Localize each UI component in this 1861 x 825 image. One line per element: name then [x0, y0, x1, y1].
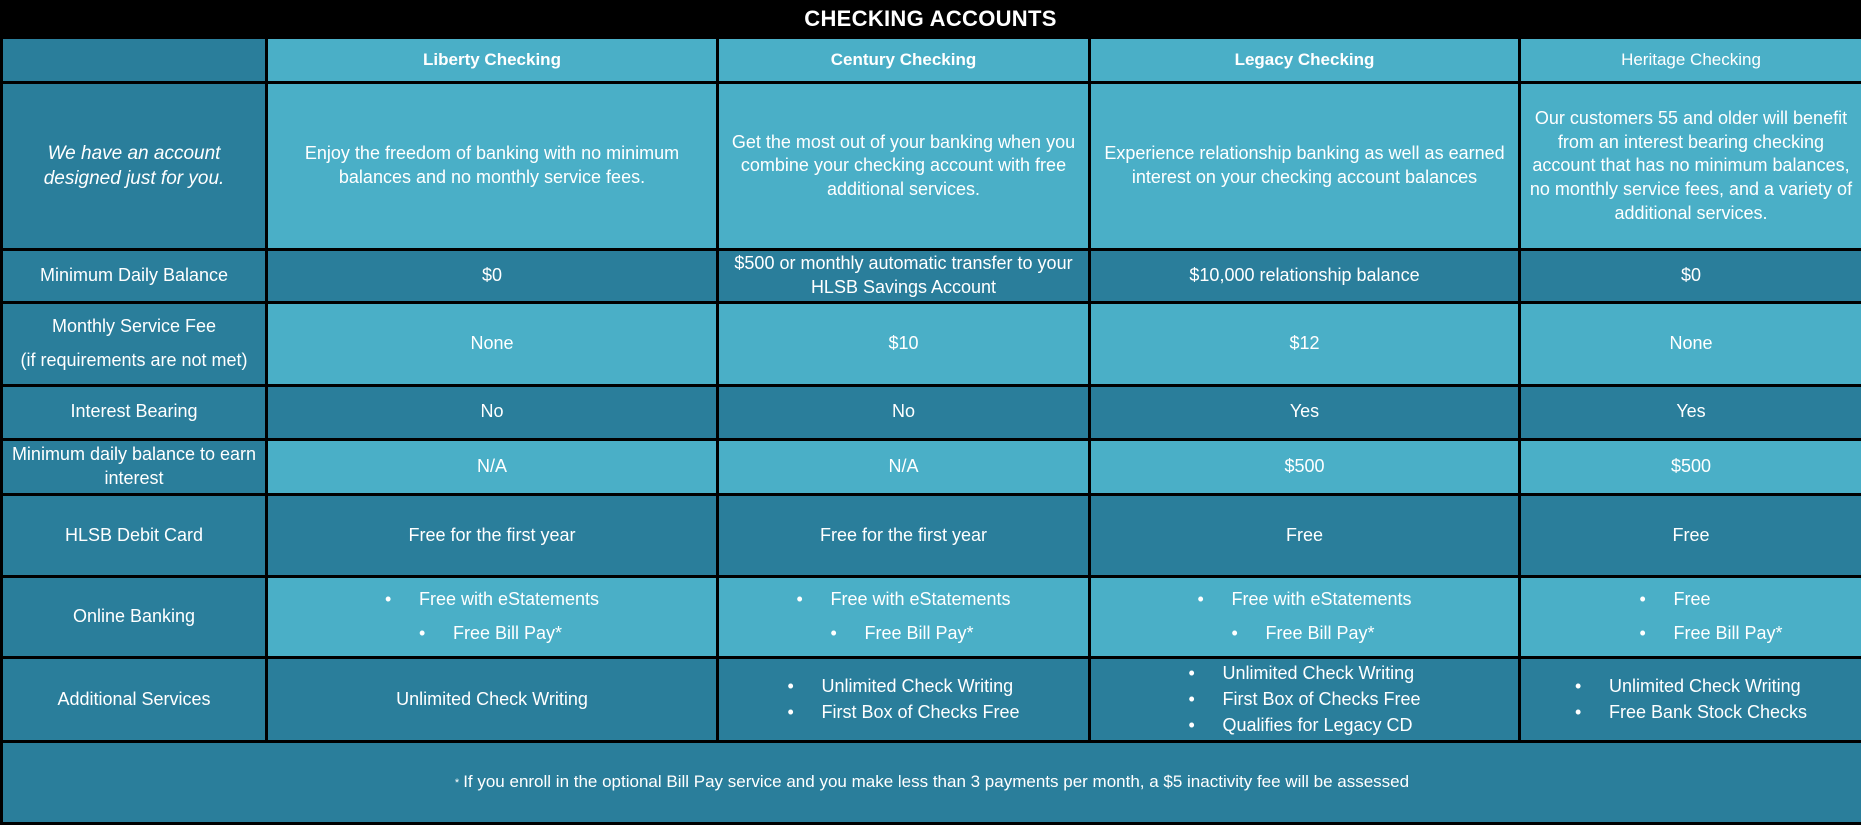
- service-fee-label-line2: (if requirements are not met): [20, 350, 248, 371]
- header-row: [3, 39, 1861, 81]
- online-banking-liberty: [268, 578, 716, 657]
- additional-services-label: Additional Services: [3, 659, 265, 740]
- service-fee-century: $10: [719, 304, 1088, 384]
- column-header-legacy: Legacy Checking: [1091, 39, 1518, 81]
- additional-legacy: [1091, 659, 1518, 740]
- bullet-list: [1197, 578, 1411, 656]
- header-corner: [3, 39, 265, 81]
- footnote-star: *: [454, 776, 460, 789]
- bullet-list: [1575, 673, 1807, 727]
- comparison-table: [0, 36, 1861, 825]
- min-balance-label: Minimum Daily Balance: [3, 251, 265, 301]
- bullet-list: [787, 673, 1019, 727]
- min-interest-legacy: $500: [1091, 441, 1518, 493]
- min-balance-liberty: $0: [268, 251, 716, 301]
- bullet-item: • Free Bill Pay*: [830, 622, 1010, 646]
- bullet-item: • Qualifies for Legacy CD: [1188, 714, 1420, 738]
- footnote-row: [3, 743, 1861, 822]
- column-header-century: Century Checking: [719, 39, 1088, 81]
- debit-card-liberty: Free for the first year: [268, 496, 716, 575]
- bullet-item: • Unlimited Check Writing: [787, 675, 1019, 699]
- debit-card-century: Free for the first year: [719, 496, 1088, 575]
- intro-century: Get the most out of your banking when you combine your checking account with free additional services.: [719, 84, 1088, 248]
- min-balance-row: [3, 251, 1861, 301]
- bullet-list: [796, 578, 1010, 656]
- online-banking-label: Online Banking: [3, 578, 265, 657]
- additional-services-row: [3, 659, 1861, 740]
- min-interest-heritage: $500: [1521, 441, 1861, 493]
- interest-century: No: [719, 387, 1088, 437]
- footnote-text: If you enroll in the optional Bill Pay service and you make less than 3 payments per month, a $5 inactivity fee will be assessed: [463, 772, 1410, 792]
- interest-row: [3, 387, 1861, 437]
- debit-card-legacy: Free: [1091, 496, 1518, 575]
- bullet-list: [385, 578, 599, 656]
- bullet-list: [1599, 578, 1782, 656]
- bullet-item: • Unlimited Check Writing: [1575, 675, 1807, 699]
- service-fee-label-line1: Monthly Service Fee: [51, 316, 217, 337]
- bullet-item: • Free with eStatements: [385, 588, 599, 612]
- min-balance-heritage: $0: [1521, 251, 1861, 301]
- intro-label: We have an account designed just for you.: [3, 84, 265, 248]
- service-fee-legacy: $12: [1091, 304, 1518, 384]
- service-fee-label: [3, 304, 265, 384]
- additional-liberty: Unlimited Check Writing: [268, 659, 716, 740]
- column-header-heritage: Heritage Checking: [1521, 39, 1861, 81]
- bullet-list: [1188, 660, 1420, 739]
- interest-heritage: Yes: [1521, 387, 1861, 437]
- page-title: CHECKING ACCOUNTS: [804, 6, 1057, 31]
- bullet-item: • Unlimited Check Writing: [1188, 662, 1420, 686]
- additional-heritage: [1521, 659, 1861, 740]
- min-balance-century: $500 or monthly automatic transfer to your HLSB Savings Account: [719, 251, 1088, 301]
- service-fee-heritage: None: [1521, 304, 1861, 384]
- online-banking-row: [3, 578, 1861, 657]
- min-interest-row: [3, 441, 1861, 493]
- bullet-item: • Free with eStatements: [1197, 588, 1411, 612]
- online-banking-legacy: [1091, 578, 1518, 657]
- bullet-item: • Free Bill Pay*: [1639, 622, 1782, 646]
- min-interest-label: Minimum daily balance to earn interest: [3, 441, 265, 493]
- online-banking-century: [719, 578, 1088, 657]
- debit-card-heritage: Free: [1521, 496, 1861, 575]
- additional-century: [719, 659, 1088, 740]
- debit-card-row: [3, 496, 1861, 575]
- bullet-item: • Free with eStatements: [796, 588, 1010, 612]
- bullet-item: • Free: [1639, 588, 1782, 612]
- debit-card-label: HLSB Debit Card: [3, 496, 265, 575]
- bullet-item: • Free Bill Pay*: [419, 622, 599, 646]
- service-fee-row: [3, 304, 1861, 384]
- bullet-item: • Free Bill Pay*: [1231, 622, 1411, 646]
- intro-row: [3, 84, 1861, 248]
- min-interest-century: N/A: [719, 441, 1088, 493]
- column-header-liberty: Liberty Checking: [268, 39, 716, 81]
- intro-liberty: Enjoy the freedom of banking with no minimum balances and no monthly service fees.: [268, 84, 716, 248]
- min-interest-liberty: N/A: [268, 441, 716, 493]
- interest-liberty: No: [268, 387, 716, 437]
- bullet-item: • Free Bank Stock Checks: [1575, 701, 1807, 725]
- bullet-item: • First Box of Checks Free: [787, 701, 1019, 725]
- online-banking-heritage: [1521, 578, 1861, 657]
- service-fee-liberty: None: [268, 304, 716, 384]
- interest-legacy: Yes: [1091, 387, 1518, 437]
- interest-label: Interest Bearing: [3, 387, 265, 437]
- bullet-item: • First Box of Checks Free: [1188, 688, 1420, 712]
- intro-legacy: Experience relationship banking as well as earned interest on your checking account balances: [1091, 84, 1518, 248]
- footnote: [3, 743, 1861, 822]
- min-balance-legacy: $10,000 relationship balance: [1091, 251, 1518, 301]
- intro-heritage: Our customers 55 and older will benefit from an interest bearing checking account that has no minimum balances, no monthly service fees, and a variety of additional services.: [1521, 84, 1861, 248]
